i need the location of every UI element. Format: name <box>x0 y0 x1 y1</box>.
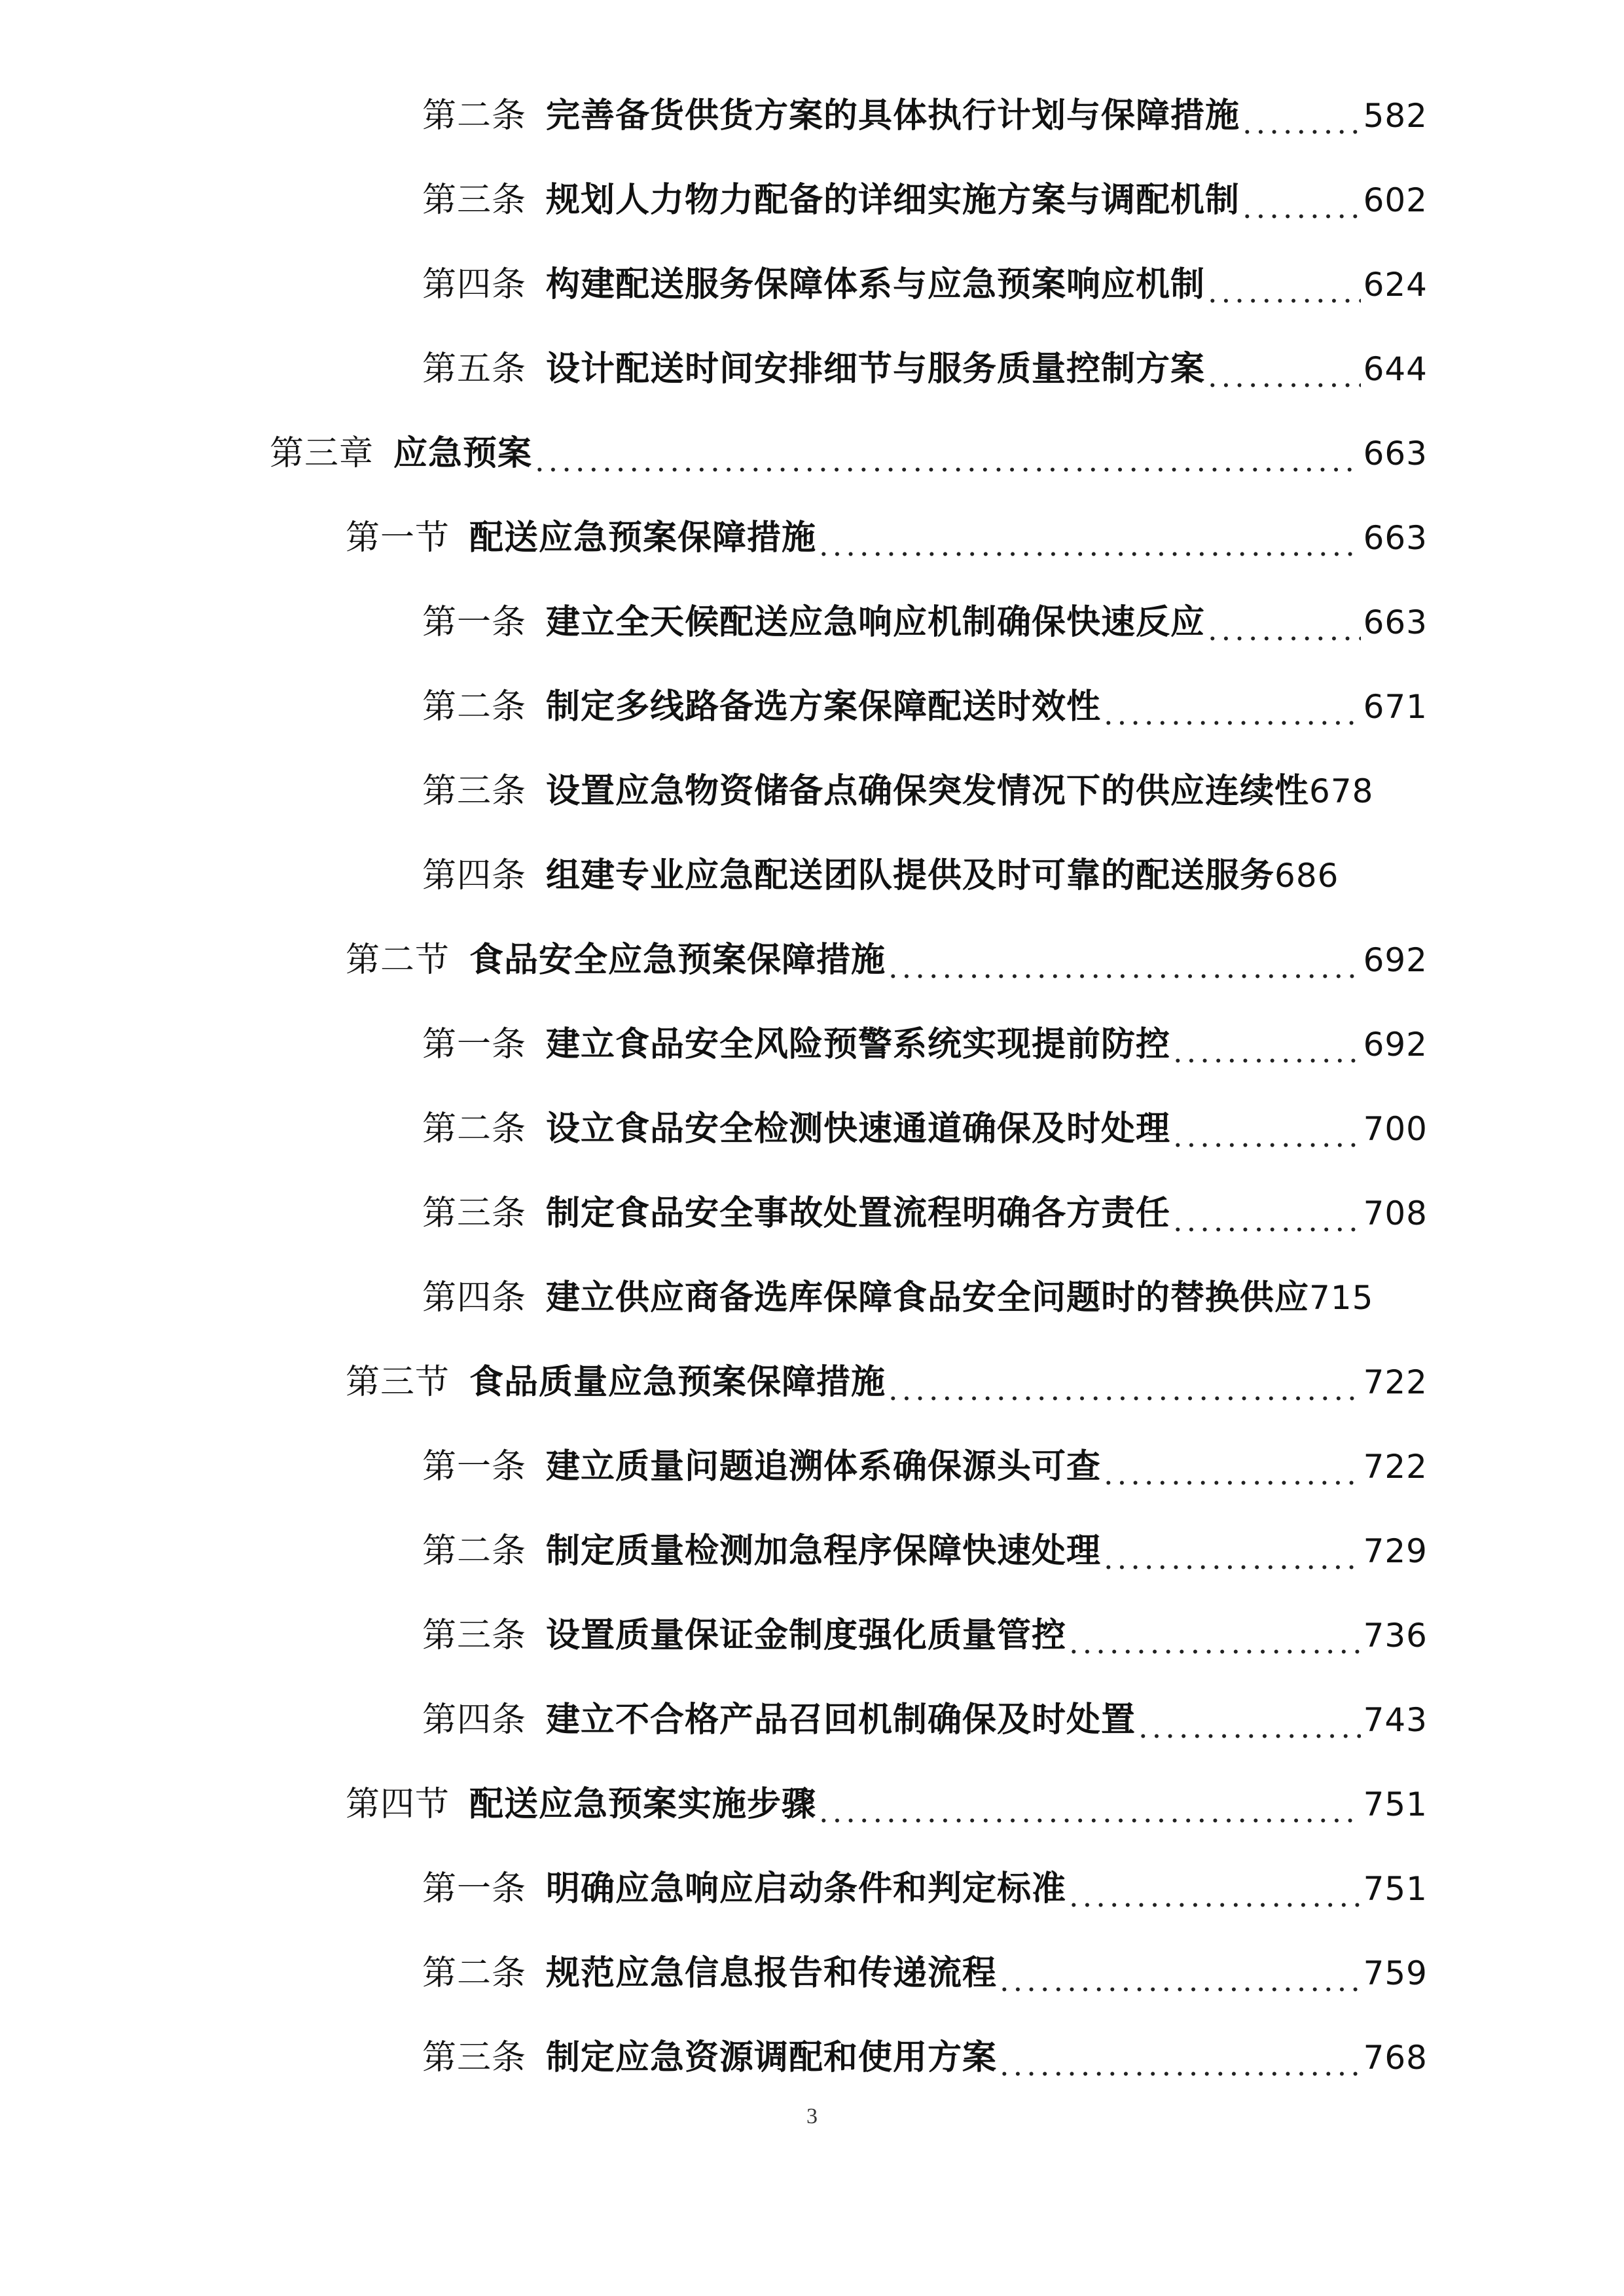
entry-title: 应急预案 <box>393 433 533 473</box>
dot-leader <box>888 952 1361 1002</box>
entry-page-number: 743 <box>1363 1700 1428 1739</box>
dot-leader <box>1069 1628 1361 1677</box>
entry-title: 设置应急物资储备点确保突发情况下的供应连续性 <box>546 770 1310 811</box>
entry-title: 建立质量问题追溯体系确保源头可查 <box>546 1446 1102 1486</box>
entry-title: 建立食品安全风险预警系统实现提前防控 <box>546 1024 1171 1064</box>
entry-label: 第四条 <box>422 1278 527 1318</box>
entry-label: 第三章 <box>270 433 374 473</box>
entry-title: 食品安全应急预案保障措施 <box>469 939 886 980</box>
entry-label: 第四条 <box>422 1700 527 1740</box>
toc-entry[interactable] <box>0 1171 1428 1255</box>
entry-page-number: 692 <box>1363 941 1428 979</box>
entry-label: 第二条 <box>422 687 527 726</box>
dot-leader <box>1242 108 1361 158</box>
entry-title: 建立供应商备选库保障食品安全问题时的替换供应 <box>546 1277 1310 1318</box>
dot-leader <box>819 1797 1361 1846</box>
entry-page-number: 736 <box>1363 1616 1428 1655</box>
entry-label: 第二条 <box>422 1953 527 1993</box>
toc-entry-chapter[interactable] <box>0 411 1428 495</box>
entry-page-number: 671 <box>1363 687 1428 726</box>
toc-entry[interactable] <box>0 1424 1428 1509</box>
entry-page-number: 700 <box>1363 1109 1428 1148</box>
toc-entry[interactable] <box>0 1677 1428 1762</box>
entry-label: 第一条 <box>422 1869 527 1909</box>
entry-title: 建立全天候配送应急响应机制确保快速反应 <box>546 601 1206 642</box>
entry-page-number: 759 <box>1363 1954 1428 1992</box>
entry-page-number: 751 <box>1363 1785 1428 1823</box>
entry-page-number: 663 <box>1363 518 1428 557</box>
toc-entry[interactable] <box>0 1086 1428 1171</box>
toc-entry[interactable] <box>0 1846 1428 1931</box>
dot-leader <box>1104 1459 1361 1509</box>
entry-page-number: 582 <box>1363 96 1428 135</box>
dot-leader <box>1104 699 1361 749</box>
entry-page-number: 708 <box>1363 1194 1428 1232</box>
dot-leader <box>1000 1965 1361 2015</box>
dot-leader <box>819 530 1361 580</box>
page-number: 3 <box>806 2104 818 2128</box>
entry-title: 制定多线路备选方案保障配送时效性 <box>546 686 1102 726</box>
entry-title: 建立不合格产品召回机制确保及时处置 <box>546 1699 1136 1740</box>
dot-leader <box>1242 192 1361 242</box>
entry-label: 第三条 <box>422 180 527 220</box>
toc-entry-section[interactable] <box>0 1762 1428 1846</box>
entry-title: 规范应急信息报告和传递流程 <box>546 1952 998 1993</box>
entry-label: 第三节 <box>346 1362 450 1402</box>
entry-page-number: 751 <box>1363 1869 1428 1908</box>
dot-leader <box>1208 615 1361 664</box>
toc-entry[interactable] <box>0 327 1428 411</box>
entry-title: 制定食品安全事故处置流程明确各方责任 <box>546 1193 1171 1233</box>
entry-label: 第二条 <box>422 1109 527 1149</box>
toc-entry[interactable] <box>0 158 1428 242</box>
toc-entry[interactable] <box>0 833 1477 918</box>
entry-page-number: 663 <box>1363 434 1428 473</box>
toc-entry-section[interactable] <box>0 495 1428 580</box>
toc-entry[interactable] <box>0 1255 1477 1340</box>
entry-label: 第二条 <box>422 96 527 135</box>
entry-title: 设计配送时间安排细节与服务质量控制方案 <box>546 348 1206 389</box>
entry-page-number: 686 <box>1274 856 1339 895</box>
dot-leader <box>1173 1121 1361 1171</box>
entry-label: 第二条 <box>422 1531 527 1571</box>
entry-title: 明确应急响应启动条件和判定标准 <box>546 1868 1067 1909</box>
entry-page-number: 624 <box>1363 265 1428 304</box>
toc-entry-section[interactable] <box>0 918 1428 1002</box>
entry-title: 配送应急预案保障措施 <box>469 517 817 558</box>
dot-leader <box>1069 1881 1361 1931</box>
toc-entry[interactable] <box>0 664 1428 749</box>
entry-title: 完善备货供货方案的具体执行计划与保障措施 <box>546 95 1240 135</box>
entry-title: 组建专业应急配送团队提供及时可靠的配送服务 <box>546 855 1275 895</box>
entry-title: 制定质量检测加急程序保障快速处理 <box>546 1530 1102 1571</box>
entry-label: 第一条 <box>422 1446 527 1486</box>
entry-page-number: 692 <box>1363 1025 1428 1064</box>
dot-leader <box>1208 277 1361 327</box>
entry-label: 第一条 <box>422 602 527 642</box>
entry-page-number: 602 <box>1363 181 1428 219</box>
dot-leader <box>1173 1206 1361 1255</box>
entry-title: 配送应急预案实施步骤 <box>469 1784 817 1824</box>
entry-title: 食品质量应急预案保障措施 <box>469 1361 886 1402</box>
toc-entry[interactable] <box>0 2015 1428 2100</box>
dot-leader <box>1173 1037 1361 1086</box>
entry-page-number: 729 <box>1363 1532 1428 1570</box>
entry-title: 设立食品安全检测快速通道确保及时处理 <box>546 1108 1171 1149</box>
toc-entry[interactable] <box>0 242 1428 327</box>
dot-leader <box>1104 1543 1361 1593</box>
entry-label: 第二节 <box>346 940 450 980</box>
dot-leader <box>1138 1712 1361 1762</box>
entry-label: 第三条 <box>422 2037 527 2077</box>
dot-leader <box>535 446 1361 495</box>
toc-entry[interactable] <box>0 1002 1428 1086</box>
entry-label: 第四节 <box>346 1784 450 1824</box>
entry-label: 第三条 <box>422 1615 527 1655</box>
entry-title: 制定应急资源调配和使用方案 <box>546 2037 998 2077</box>
entry-page-number: 722 <box>1363 1447 1428 1486</box>
dot-leader <box>1000 2050 1361 2100</box>
entry-label: 第三条 <box>422 1193 527 1233</box>
entry-label: 第三条 <box>422 771 527 811</box>
entry-label: 第五条 <box>422 349 527 389</box>
entry-label: 第一节 <box>346 518 450 558</box>
dot-leader <box>888 1374 1361 1424</box>
toc-entry[interactable] <box>0 749 1477 833</box>
entry-page-number: 722 <box>1363 1363 1428 1401</box>
table-of-contents <box>0 73 1624 2100</box>
entry-title: 设置质量保证金制度强化质量管控 <box>546 1615 1067 1655</box>
entry-title: 规划人力物力配备的详细实施方案与调配机制 <box>546 179 1240 220</box>
entry-label: 第四条 <box>422 855 527 895</box>
entry-label: 第一条 <box>422 1024 527 1064</box>
entry-page-number: 644 <box>1363 350 1428 388</box>
entry-page-number: 768 <box>1363 2038 1428 2077</box>
entry-title: 构建配送服务保障体系与应急预案响应机制 <box>546 264 1206 304</box>
dot-leader <box>1208 361 1361 411</box>
toc-entry[interactable] <box>0 1593 1428 1677</box>
toc-entry[interactable] <box>0 1509 1428 1593</box>
entry-page-number: 715 <box>1309 1278 1374 1317</box>
toc-entry-section[interactable] <box>0 1340 1428 1424</box>
toc-entry[interactable] <box>0 1931 1428 2015</box>
entry-label: 第四条 <box>422 264 527 304</box>
entry-page-number: 663 <box>1363 603 1428 641</box>
entry-page-number: 678 <box>1309 772 1374 810</box>
toc-entry[interactable] <box>0 580 1428 664</box>
toc-entry[interactable] <box>0 73 1428 158</box>
